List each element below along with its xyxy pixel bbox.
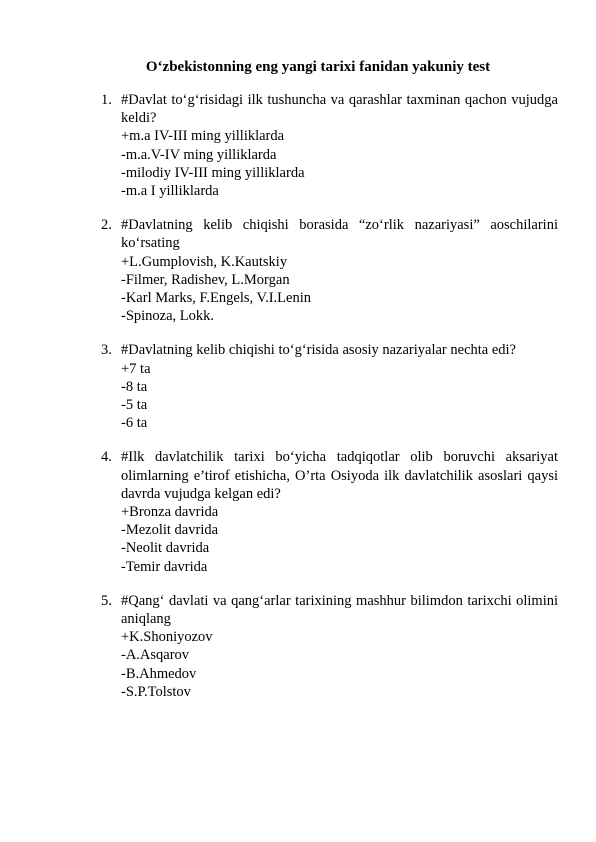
answer-option: -B.Ahmedov — [121, 665, 197, 682]
question-number: 1. — [101, 92, 112, 108]
answer-option: +Bronza davrida — [121, 504, 219, 521]
answer-option: +L.Gumplovish, K.Kautskiy — [121, 253, 288, 270]
question-list — [101, 91, 558, 717]
answer-option: -Spinoza, Lokk. — [121, 308, 215, 325]
answer-option: -5 ta — [121, 397, 148, 414]
answer-option: -A.Asqarov — [121, 647, 190, 664]
answer-option: -Mezolit davrida — [121, 522, 219, 539]
answer-option: -8 ta — [121, 378, 148, 395]
question-text: #Qang‘ davlati va qang‘arlar tarixining mashhur bilimdon tarixchi olimini aniqlang — [121, 592, 558, 628]
question-text: #Davlatning kelib chiqishi borasida “zo‘rlik nazariyasi” aoschilarini ko‘rsating — [121, 217, 558, 252]
answer-option: +m.a IV-III ming yilliklarda — [121, 128, 285, 145]
question-text: #Davlatning kelib chiqishi to‘g‘risida asosiy nazariyalar nechta edi? — [121, 342, 516, 359]
question-text: #Davlat to‘g‘risidagi ilk tushuncha va qarashlar taxminan qachon vujudga keldi? — [121, 92, 558, 127]
answer-option: -m.a.V-IV ming yilliklarda — [121, 146, 277, 163]
question-number: 2. — [101, 217, 112, 234]
answer-option: -Neolit davrida — [121, 540, 210, 557]
answer-option: -Temir davrida — [121, 558, 208, 575]
question-item — [101, 448, 558, 575]
document-title: O‘zbekistonning eng yangi tarixi fanidan yakuniy test — [145, 59, 491, 75]
question-item — [101, 592, 558, 701]
answer-option: +7 ta — [121, 360, 151, 377]
question-item — [101, 216, 558, 325]
question-number: 4. — [101, 449, 112, 466]
answer-option: -Filmer, Radishev, L.Morgan — [121, 271, 290, 288]
answer-option: +K.Shoniyozov — [121, 629, 213, 646]
question-item — [101, 91, 558, 200]
question-number: 5. — [101, 592, 112, 609]
answer-option: -m.a I yilliklarda — [121, 183, 219, 200]
question-text: #Ilk davlatchilik tarixi bo‘yicha tadqiqotlar olib boruvchi aksariyat olimlarning e’tirof etishicha, O’rta Osiyoda ilk davlatchilik asoslari qaysi davrda vujudga kelgan edi? — [121, 449, 558, 502]
answer-option: -6 ta — [121, 415, 148, 432]
question-number: 3. — [101, 342, 112, 359]
answer-option: -milodiy IV-III ming yilliklarda — [121, 164, 305, 181]
question-item — [101, 341, 558, 432]
answer-option: -Karl Marks, F.Engels, V.I.Lenin — [121, 290, 312, 307]
answer-option: -S.P.Tolstov — [121, 683, 191, 700]
